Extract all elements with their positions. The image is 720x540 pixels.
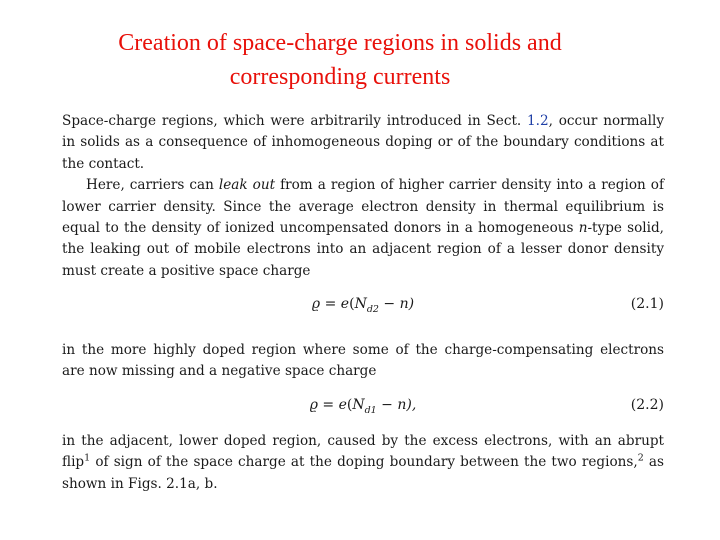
eq2-N: N [352, 397, 365, 413]
paragraph-2-emphasis: leak out [218, 177, 276, 194]
section-reference-link[interactable]: 1.2 [527, 113, 549, 129]
equation-2-1-expression [62, 296, 664, 315]
eq1-lhs: ϱ = [311, 296, 341, 312]
footnote-marker-1[interactable]: 1 [84, 452, 91, 464]
paragraph-2 [62, 175, 664, 282]
equation-2-1-number: (2.1) [630, 296, 664, 312]
eq2-rest: − n), [376, 397, 417, 413]
body-text-block-2 [62, 340, 664, 383]
eq2-e: e [338, 397, 347, 413]
eq2-lhs: ϱ = [309, 397, 339, 413]
body-text-block-3 [62, 431, 664, 495]
eq2-subscript: d1 [364, 404, 377, 416]
slide-title-line-2: corresponding currents [229, 64, 451, 90]
paragraph-1-text-b: , occur normally in solids as a consequence of inhomogeneous doping or of the boundary conditions at the contact. [62, 113, 664, 172]
paragraph-3: in the more highly doped region where some of the charge-compensating electrons are now missing and a negative space charge [62, 342, 664, 380]
equation-2-2 [62, 397, 664, 421]
equation-2-2-number: (2.2) [630, 397, 664, 413]
equation-2-2-expression [62, 397, 664, 416]
eq2-open-paren: ( [346, 397, 353, 413]
eq1-open-paren: ( [349, 296, 355, 312]
paragraph-2-text-b: from a region of higher carrier density into a region of lower carrier density. Since the average electron density in thermal equilibrium is equal to the density of ionized uncompensated donors in a homogeneous [62, 177, 664, 237]
paragraph-1-text-a: Space-charge regions, which were arbitrarily introduced in Sect. [62, 113, 528, 129]
paragraph-4-text-c: as shown in Figs. 2.1a, b. [62, 454, 664, 492]
paragraph-4-text-b: of sign of the space charge at the doping boundary between the two regions, [90, 454, 638, 471]
eq1-e: e [340, 296, 350, 312]
eq1-subscript: d2 [366, 303, 379, 315]
paragraph-4-text-a: in the adjacent, lower doped region, caused by the excess electrons, with an abrupt flip [62, 433, 664, 471]
footnote-marker-2[interactable]: 2 [637, 452, 644, 464]
eq1-rest: − n) [378, 296, 415, 312]
slide-title-line-1: Creation of space-charge regions in solids and [118, 30, 562, 56]
paragraph-4 [62, 431, 664, 495]
paragraph-2-text-c: -type solid, the leaking out of mobile electrons into an adjacent region of a lesser donor density must create a positive space charge [62, 220, 665, 279]
slide-title [40, 26, 640, 94]
paragraph-1 [62, 111, 664, 175]
paragraph-2-n-symbol: n [578, 220, 588, 237]
equation-2-1 [62, 296, 664, 320]
eq1-N: N [354, 296, 367, 312]
paragraph-2-text-a: Here, carriers can [86, 177, 219, 194]
body-text-block-1 [62, 111, 664, 282]
